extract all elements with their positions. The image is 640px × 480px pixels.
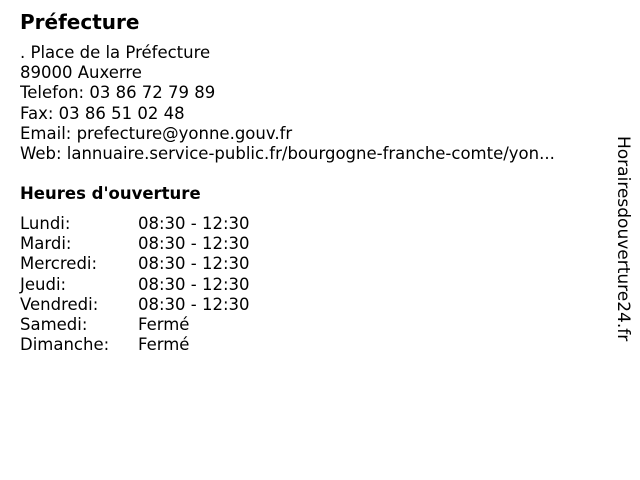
day-label: Mardi:	[20, 234, 72, 254]
day-hours: 08:30 - 12:30	[138, 274, 250, 294]
day-label: Jeudi:	[20, 274, 67, 294]
day-hours: Fermé	[138, 314, 190, 334]
day-hours: 08:30 - 12:30	[138, 214, 250, 233]
hours-row-tuesday	[20, 234, 320, 254]
contact-details	[20, 43, 555, 164]
brand-sidebar	[612, 136, 636, 376]
city-line: 89000 Auxerre	[20, 63, 142, 83]
hours-row-monday	[20, 214, 320, 234]
hours-row-thursday	[20, 275, 320, 295]
day-hours: 08:30 - 12:30	[138, 294, 250, 314]
day-hours: Fermé	[138, 335, 190, 355]
hours-row-saturday	[20, 315, 320, 335]
day-label: Lundi:	[20, 214, 71, 233]
day-hours: 08:30 - 12:30	[138, 254, 250, 274]
address-line: . Place de la Préfecture	[20, 43, 211, 62]
website-line[interactable]: Web: lannuaire.service-public.fr/bourgogne-franche-comte/yon...	[20, 143, 555, 163]
hours-row-friday	[20, 295, 320, 315]
opening-hours-heading: Heures d'ouverture	[20, 184, 201, 203]
fax-line: Fax: 03 86 51 02 48	[20, 103, 185, 123]
day-hours: 08:30 - 12:30	[138, 234, 250, 254]
place-title: Préfecture	[20, 10, 140, 34]
hours-row-sunday	[20, 335, 320, 355]
day-label: Vendredi:	[20, 294, 99, 314]
hours-row-wednesday	[20, 254, 320, 274]
email-line[interactable]: Email: prefecture@yonne.gouv.fr	[20, 123, 293, 143]
day-label: Dimanche:	[20, 335, 110, 355]
phone-line[interactable]: Telefon: 03 86 72 79 89	[20, 83, 216, 103]
opening-hours-table	[20, 214, 320, 355]
day-label: Samedi:	[20, 314, 88, 334]
day-label: Mercredi:	[20, 254, 98, 274]
brand-watermark[interactable]: Horairesdouverture24.fr	[613, 136, 633, 342]
